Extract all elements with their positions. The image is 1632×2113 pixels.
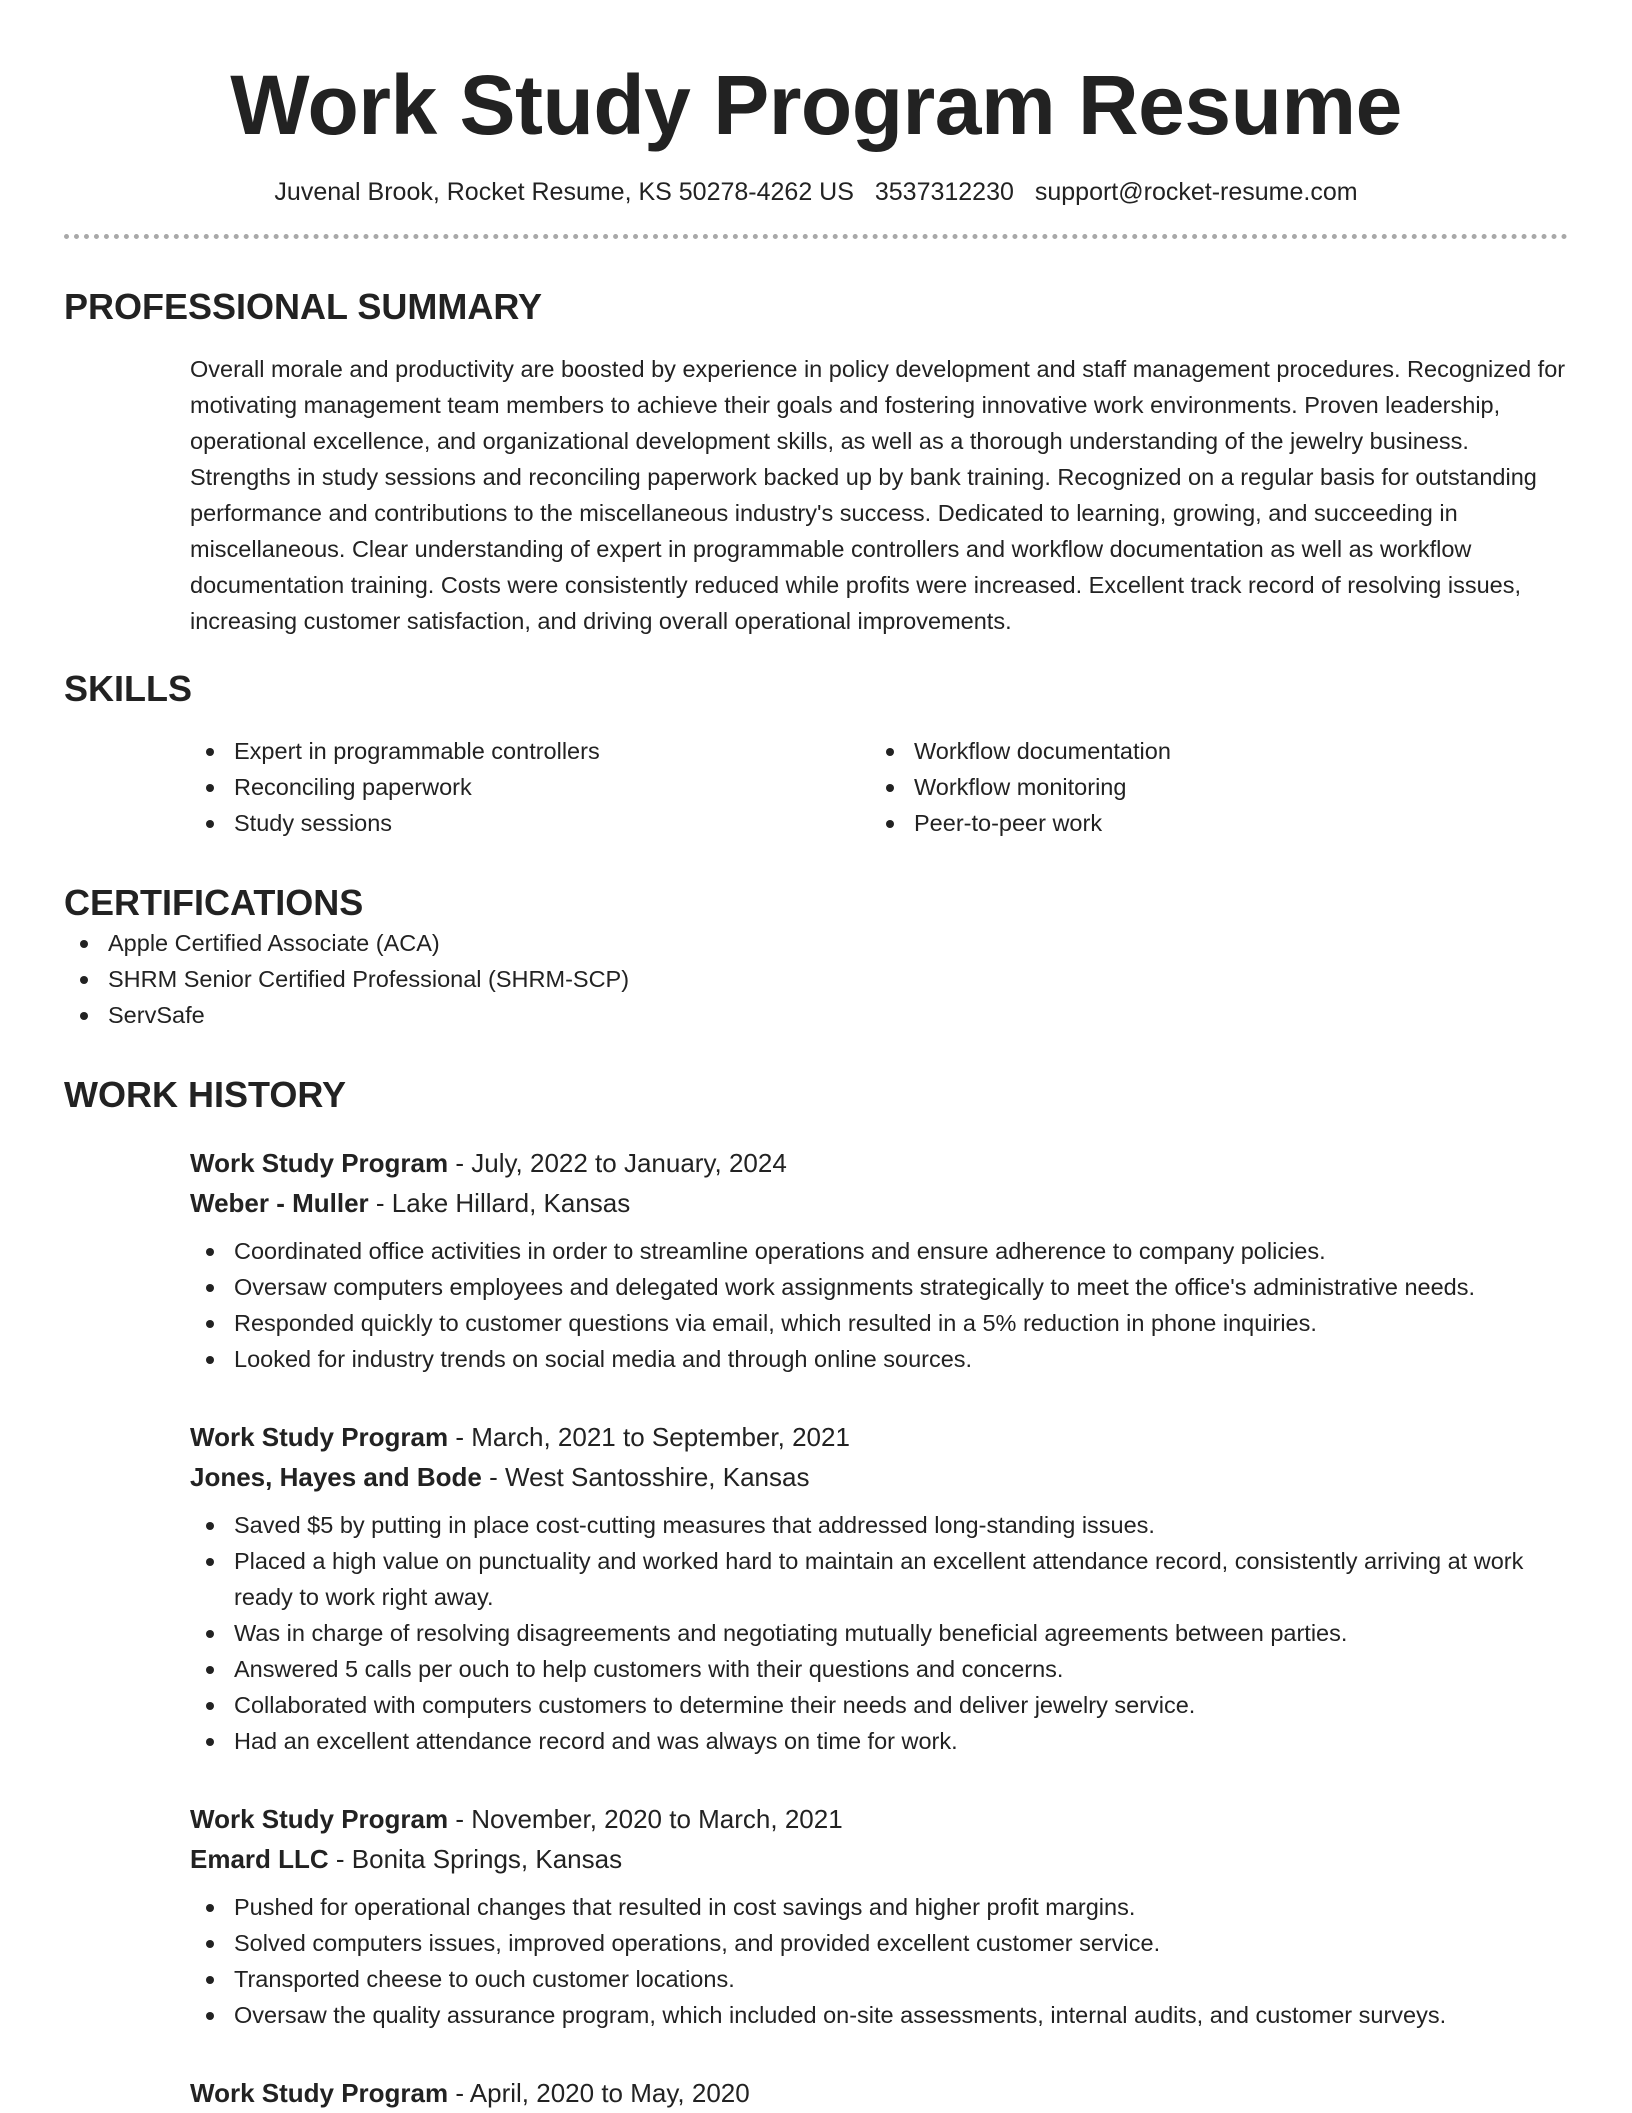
job-company-line: Weber - Muller - Lake Hillard, Kansas: [190, 1188, 631, 1218]
job-title-line: Work Study Program - April, 2020 to May, 2020: [190, 2078, 750, 2108]
section-heading-certifications: CERTIFICATIONS: [64, 882, 364, 923]
job-bullet: Was in charge of resolving disagreements and negotiating mutually beneficial agreements between parties.: [190, 1615, 1568, 1651]
job-bullet: Collaborated with computers customers to determine their needs and deliver jewelry service.: [190, 1687, 1568, 1723]
job-location: Lake Hillard, Kansas: [391, 1188, 631, 1218]
job-bullets: [190, 1507, 1568, 1759]
job-title: Work Study Program: [190, 2078, 449, 2108]
certifications-list: [64, 925, 1568, 1033]
job-bullet: Coordinated office activities in order to streamline operations and ensure adherence to company policies.: [190, 1233, 1568, 1269]
skill-item: Workflow monitoring: [870, 769, 1550, 805]
job-title: Work Study Program: [190, 1804, 449, 1834]
job-title: Work Study Program: [190, 1148, 449, 1178]
skill-item: Reconciling paperwork: [190, 769, 870, 805]
contact-email[interactable]: support@rocket-resume.com: [1034, 178, 1358, 206]
job-title-line: Work Study Program - March, 2021 to September, 2021: [190, 1422, 850, 1452]
job-dates: November, 2020 to March, 2021: [471, 1804, 843, 1834]
section-heading-skills: SKILLS: [64, 668, 193, 709]
job-bullet: Placed a high value on punctuality and worked hard to maintain an excellent attendance record, consistently arriving at work ready to work right away.: [190, 1543, 1568, 1615]
skills-section: [64, 667, 1568, 841]
skills-right-column: [870, 733, 1550, 841]
contact-address: Juvenal Brook, Rocket Resume, KS 50278-4262 US: [274, 178, 854, 206]
job-entry: [190, 2073, 1568, 2113]
job-entry: [190, 1417, 1568, 1759]
certifications-section: [64, 881, 1568, 1033]
job-bullet: Solved computers issues, improved operations, and provided excellent customer service.: [190, 1925, 1568, 1961]
skills-left-column: [190, 733, 870, 841]
skills-grid: [190, 733, 1568, 841]
summary-text: Overall morale and productivity are boosted by experience in policy development and staff management procedures. Recognized for motivating management team members to achieve their goals and fostering innovative work environments. Proven leadership, operational excellence, and organizational development skills, as well as a thorough understanding of the jewelry business. Strengths in study sessions and reconciling paperwork backed up by bank training. Recognized on a regular basis for outstanding performance and contributions to the miscellaneous industry's success. Dedicated to learning, growing, and succeeding in miscellaneous. Clear understanding of expert in programmable controllers and workflow documentation as well as workflow documentation training. Costs were consistently reduced while profits were increased. Excellent track record of resolving issues, increasing customer satisfaction, and driving overall operational improvements.: [190, 356, 1566, 634]
job-company: Weber - Muller: [190, 1188, 369, 1218]
job-company-line: Jones, Hayes and Bode - West Santosshire, Kansas: [190, 1462, 810, 1492]
contact-line: [64, 176, 1568, 208]
certification-item: Apple Certified Associate (ACA): [64, 925, 1568, 961]
skill-item: Study sessions: [190, 805, 870, 841]
job-bullet: Had an excellent attendance record and was always on time for work.: [190, 1723, 1568, 1759]
job-company-line: Emard LLC - Bonita Springs, Kansas: [190, 1844, 623, 1874]
section-heading-summary: PROFESSIONAL SUMMARY: [64, 286, 543, 327]
resume-page: [64, 0, 1568, 2113]
certification-item: SHRM Senior Certified Professional (SHRM-SCP): [64, 961, 1568, 997]
job-bullet: Answered 5 calls per ouch to help customers with their questions and concerns.: [190, 1651, 1568, 1687]
skill-item: Peer-to-peer work: [870, 805, 1550, 841]
job-entry: [190, 1143, 1568, 1377]
resume-title: Work Study Program Resume: [230, 58, 1402, 152]
job-title-line: Work Study Program - November, 2020 to March, 2021: [190, 1804, 843, 1834]
job-bullet: Transported cheese to ouch customer locations.: [190, 1961, 1568, 1997]
section-heading-work-history: WORK HISTORY: [64, 1074, 347, 1115]
job-company: Emard LLC: [190, 1844, 329, 1874]
certification-item: ServSafe: [64, 997, 1568, 1033]
header-divider: [64, 234, 1568, 239]
job-bullet: Responded quickly to customer questions via email, which resulted in a 5% reduction in phone inquiries.: [190, 1305, 1568, 1341]
job-dates: April, 2020 to May, 2020: [469, 2078, 750, 2108]
job-location: West Santosshire, Kansas: [505, 1462, 810, 1492]
job-bullet: Saved $5 by putting in place cost-cutting measures that addressed long-standing issues.: [190, 1507, 1568, 1543]
skill-item: Expert in programmable controllers: [190, 733, 870, 769]
job-bullet: Pushed for operational changes that resulted in cost savings and higher profit margins.: [190, 1889, 1568, 1925]
job-dates: July, 2022 to January, 2024: [471, 1148, 787, 1178]
professional-summary-section: [64, 285, 1568, 639]
work-history-section: [64, 1073, 1568, 2113]
job-bullets: [190, 1889, 1568, 2033]
job-bullet: Oversaw the quality assurance program, which included on-site assessments, internal audits, and customer surveys.: [190, 1997, 1568, 2033]
job-entry: [190, 1799, 1568, 2033]
contact-phone: 3537312230: [874, 178, 1014, 206]
job-bullet: Oversaw computers employees and delegated work assignments strategically to meet the office's administrative needs.: [190, 1269, 1568, 1305]
skill-item: Workflow documentation: [870, 733, 1550, 769]
job-bullets: [190, 1233, 1568, 1377]
job-company: Jones, Hayes and Bode: [190, 1462, 482, 1492]
job-bullet: Looked for industry trends on social media and through online sources.: [190, 1341, 1568, 1377]
job-location: Bonita Springs, Kansas: [351, 1844, 623, 1874]
job-dates: March, 2021 to September, 2021: [471, 1422, 850, 1452]
job-title: Work Study Program: [190, 1422, 449, 1452]
job-title-line: Work Study Program - July, 2022 to January, 2024: [190, 1148, 787, 1178]
